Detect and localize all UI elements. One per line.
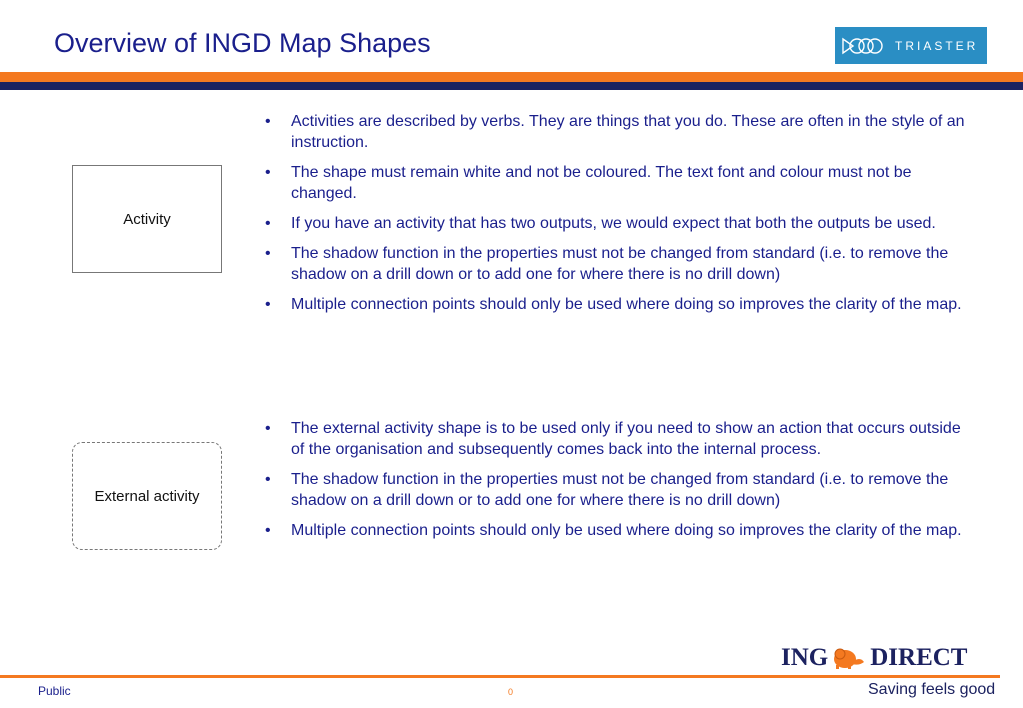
header-divider-orange — [0, 72, 1023, 82]
bullet-text: The shadow function in the properties must not be changed from standard (i.e. to remove the shadow on a drill down or to add one for where there is no drill down) — [291, 471, 949, 509]
bullet-text: Activities are described by verbs. They are things that you do. These are often in the style of an instruction. — [291, 113, 965, 151]
bullet-text: The shape must remain white and not be coloured. The text font and colour must not be changed. — [291, 164, 912, 202]
external-activity-bullet-list — [262, 418, 972, 550]
bullet-icon: • — [265, 471, 271, 488]
bullet-text: Multiple connection points should only be used where doing so improves the clarity of the map. — [291, 522, 962, 539]
activity-bullet-list — [262, 111, 972, 324]
bullet-icon: • — [265, 215, 271, 232]
bullet-text: The shadow function in the properties must not be changed from standard (i.e. to remove the shadow on a drill down or to add one for where there is no drill down) — [291, 245, 949, 283]
bullet-icon: • — [265, 113, 271, 130]
triaster-logo-text: TRIASTER — [895, 38, 979, 53]
list-item — [262, 111, 972, 153]
triaster-rings-icon — [841, 36, 887, 56]
bullet-icon: • — [265, 245, 271, 262]
triaster-logo — [835, 27, 987, 64]
list-item — [262, 418, 972, 460]
slogan: Saving feels good — [868, 681, 996, 698]
lion-icon — [832, 646, 866, 670]
list-item — [262, 294, 972, 315]
external-activity-shape-example — [72, 442, 222, 550]
ing-direct-logo — [781, 643, 967, 673]
list-item — [262, 243, 972, 285]
bullet-icon: • — [265, 420, 271, 437]
header-divider-navy — [0, 82, 1023, 90]
bullet-text: If you have an activity that has two outputs, we would expect that both the outputs be used. — [291, 215, 936, 232]
ing-logo-text: ING — [781, 644, 829, 671]
bullet-icon: • — [265, 522, 271, 539]
list-item — [262, 520, 972, 541]
classification-label: Public — [38, 684, 71, 698]
bullet-icon: • — [265, 296, 271, 313]
direct-logo-text: DIRECT — [870, 644, 968, 671]
bullet-text: The external activity shape is to be used only if you need to show an action that occurs outside of the organisation and subsequently comes back into the internal process. — [291, 420, 961, 458]
list-item — [262, 162, 972, 204]
page-number: 0 — [508, 687, 514, 697]
bullet-icon: • — [265, 164, 271, 181]
footer-divider — [0, 675, 1000, 678]
activity-shape-example — [72, 165, 222, 273]
external-activity-shape-label: External activity — [94, 487, 200, 505]
list-item — [262, 213, 972, 234]
bullet-text: Multiple connection points should only be used where doing so improves the clarity of the map. — [291, 296, 962, 313]
activity-shape-label: Activity — [123, 210, 171, 228]
page-title: Overview of INGD Map Shapes — [54, 28, 431, 58]
list-item — [262, 469, 972, 511]
